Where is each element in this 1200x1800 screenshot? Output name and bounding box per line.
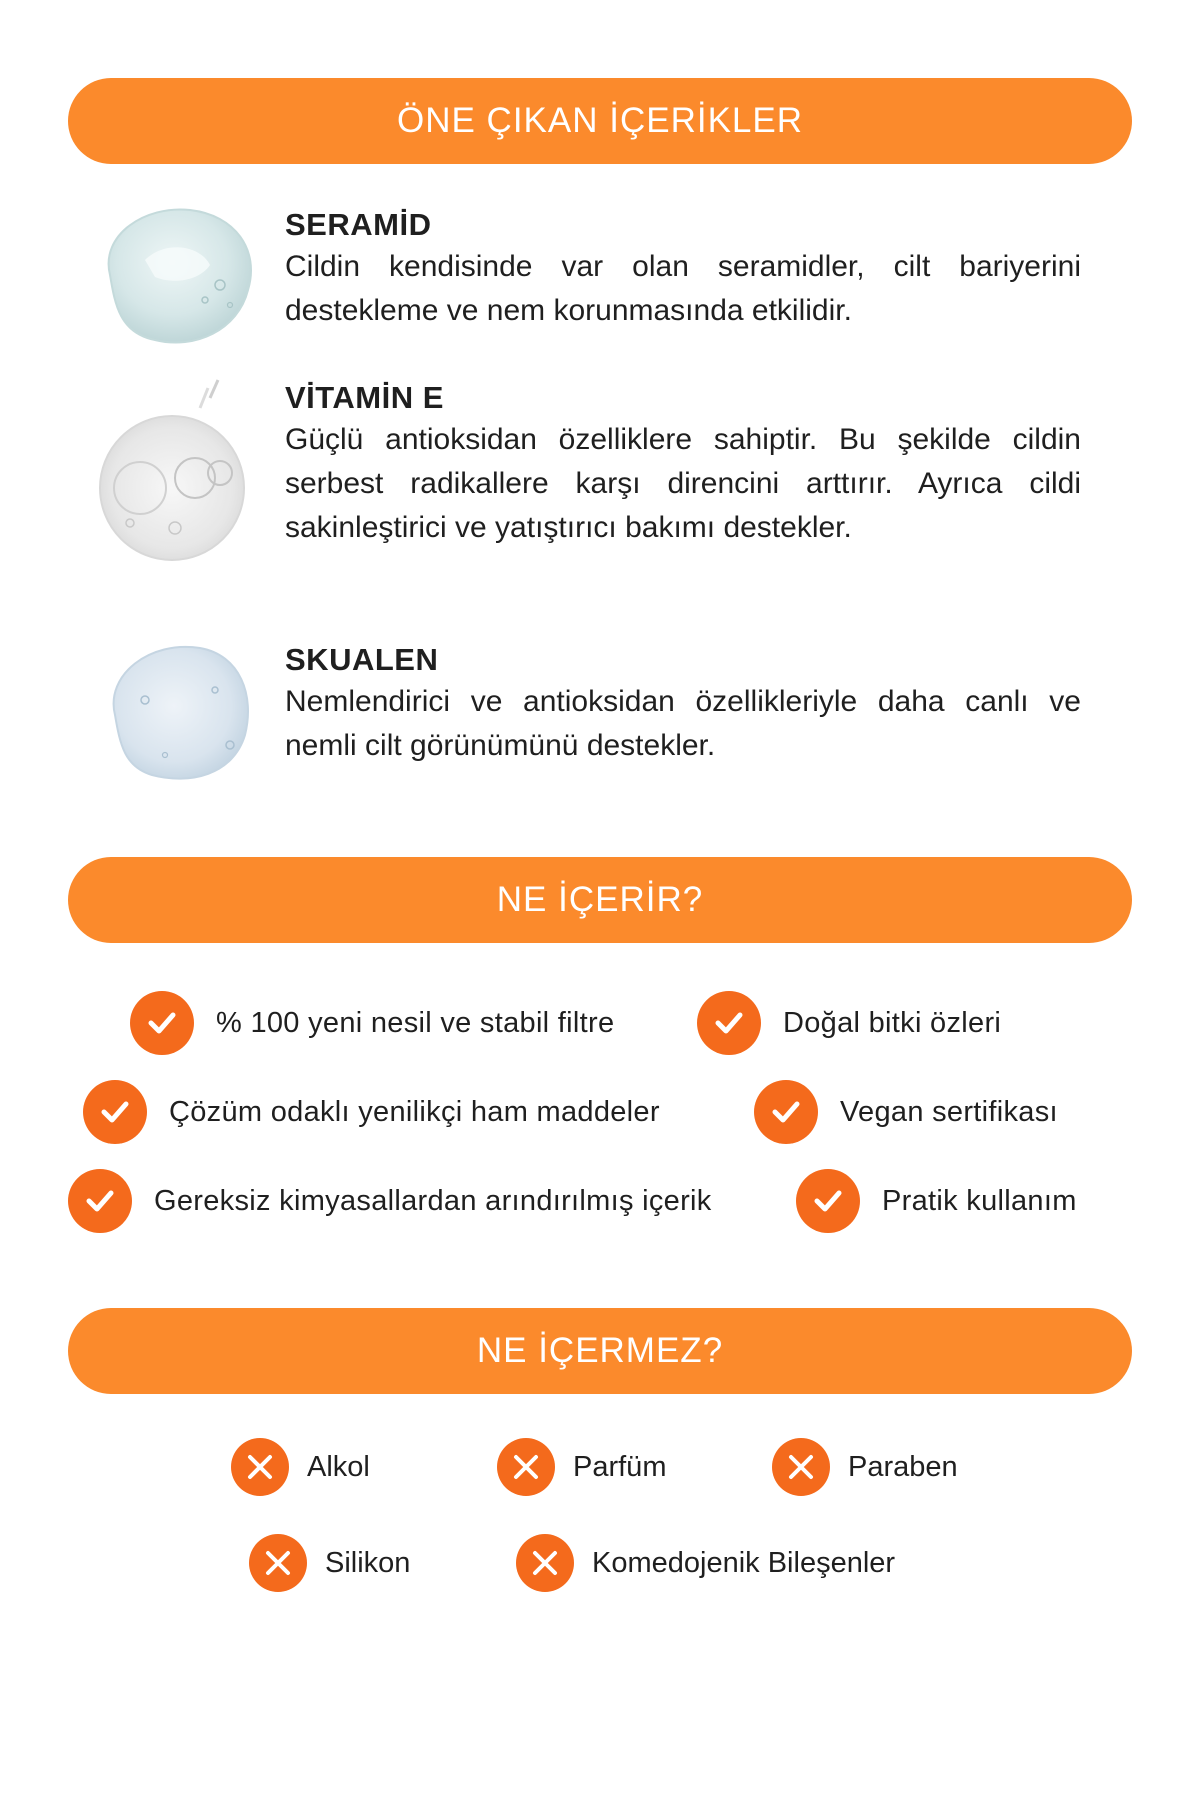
ingredient-title: VİTAMİN E bbox=[285, 380, 444, 415]
excludes-item bbox=[497, 1438, 666, 1496]
check-icon bbox=[83, 1080, 147, 1144]
contains-item-label: Doğal bitki özleri bbox=[783, 1006, 1002, 1039]
x-icon bbox=[516, 1534, 574, 1592]
contains-item bbox=[68, 1169, 712, 1233]
contains-item-label: % 100 yeni nesil ve stabil filtre bbox=[216, 1006, 615, 1039]
vitamin-e-texture-image bbox=[90, 378, 260, 568]
contains-item bbox=[83, 1080, 660, 1144]
check-icon bbox=[754, 1080, 818, 1144]
excludes-item-label: Parfüm bbox=[573, 1450, 667, 1483]
excludes-item-label: Paraben bbox=[848, 1450, 958, 1483]
ingredient-vitamin-e bbox=[90, 378, 1080, 598]
check-icon bbox=[130, 991, 194, 1055]
contains-item-label: Vegan sertifikası bbox=[840, 1095, 1058, 1128]
ingredient-title: SERAMİD bbox=[285, 207, 432, 242]
ingredient-description: Güçlü antioksidan özelliklere sahiptir. Bu şekilde cildin serbest radikallere karşı direncini arttırır. Ayrıca cildi sakinleştirici ve yatıştırıcı bakımı destekler. bbox=[285, 423, 1081, 544]
excludes-item bbox=[516, 1534, 895, 1592]
check-icon bbox=[796, 1169, 860, 1233]
contains-item-label: Pratik kullanım bbox=[882, 1184, 1077, 1217]
check-icon bbox=[68, 1169, 132, 1233]
ingredient-ceramide bbox=[90, 205, 1080, 355]
excludes-item bbox=[231, 1438, 370, 1496]
excludes-item bbox=[249, 1534, 410, 1592]
excludes-banner bbox=[68, 1308, 1132, 1394]
ingredient-description: Nemlendirici ve antioksidan özellikleriyle daha canlı ve nemli cilt görünümünü destekler. bbox=[285, 685, 1081, 762]
ingredient-description: Cildin kendisinde var olan seramidler, cilt bariyerini destekleme ve nem korunmasında etkilidir. bbox=[285, 250, 1081, 327]
ceramide-texture-image bbox=[90, 205, 260, 355]
contains-item-label: Gereksiz kimyasallardan arındırılmış içerik bbox=[154, 1184, 712, 1217]
x-icon bbox=[497, 1438, 555, 1496]
ingredient-squalene bbox=[90, 640, 1080, 790]
x-icon bbox=[249, 1534, 307, 1592]
excludes-item-label: Silikon bbox=[325, 1546, 411, 1579]
contains-title: NE İÇERİR? bbox=[496, 880, 704, 919]
contains-item bbox=[796, 1169, 1077, 1233]
x-icon bbox=[772, 1438, 830, 1496]
squalene-texture-image bbox=[90, 640, 260, 790]
excludes-title: NE İÇERMEZ? bbox=[476, 1331, 724, 1370]
excludes-item-label: Komedojenik Bileşenler bbox=[592, 1546, 896, 1579]
ingredient-title: SKUALEN bbox=[285, 642, 439, 677]
check-icon bbox=[697, 991, 761, 1055]
featured-ingredients-title: ÖNE ÇIKAN İÇERİKLER bbox=[396, 101, 804, 140]
contains-item bbox=[697, 991, 1001, 1055]
excludes-item bbox=[772, 1438, 958, 1496]
featured-ingredients-banner bbox=[68, 78, 1132, 164]
contains-banner bbox=[68, 857, 1132, 943]
excludes-item-label: Alkol bbox=[307, 1450, 370, 1483]
contains-item bbox=[754, 1080, 1058, 1144]
x-icon bbox=[231, 1438, 289, 1496]
contains-item bbox=[130, 991, 614, 1055]
contains-item-label: Çözüm odaklı yenilikçi ham maddeler bbox=[169, 1095, 660, 1128]
